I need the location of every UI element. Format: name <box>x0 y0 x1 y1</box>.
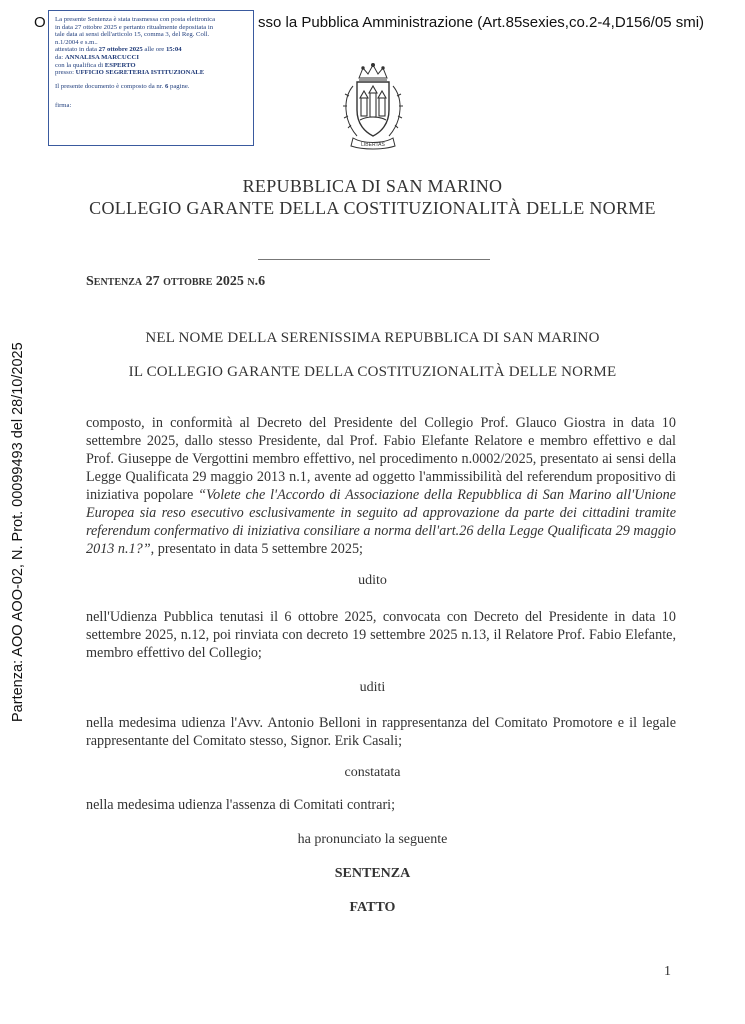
coat-of-arms-icon <box>337 62 409 152</box>
protocol-side-text: Partenza: AOO AOO-02, N. Prot. 00099493 del 28/10/2025 <box>10 342 26 722</box>
stamp-pages-prefix: Il presente documento è composto da nr. <box>55 82 164 90</box>
stamp-line: n.1/2004 e s.m.. <box>55 38 98 46</box>
top-header-lead: O <box>34 14 46 31</box>
stamp-pages-suffix: pagine. <box>169 82 190 90</box>
stamp-line: in data 27 ottobre 2025 e pertanto ritualmente depositata in <box>55 23 214 31</box>
stamp-line: tale data ai sensi dell'articolo 15, comma 3, del Reg. Coll. <box>55 31 210 39</box>
stamp-da-name: ANNALISA MARCUCCI <box>64 53 139 61</box>
invocation-line: NEL NOME DELLA SERENISSIMA REPUBBLICA DI SAN MARINO <box>145 330 600 346</box>
collegio-line: IL COLLEGIO GARANTE DELLA COSTITUZIONALITÀ DELLE NORME <box>128 364 617 380</box>
stamp-presso-value: UFFICIO SEGRETERIA ISTITUZIONALE <box>75 69 205 77</box>
sentenza-date: Sentenza 27 ottobre 2025 n.6 <box>86 274 266 289</box>
stamp-presso-label: presso: <box>55 69 74 77</box>
stamp-attest-time: 15:04 <box>165 46 182 54</box>
heading-fatto: FATTO <box>349 900 396 915</box>
referendum-question: “Volete che l'Accordo di Associazione della Repubblica di San Marino all'Unione Europea sia reso esecutivo esclusivamente in seguito ad approvazione da parte dei cittadini tramite referendum confermativo di iniziativa consiliare a norma dell'art.26 della Legge Qualificata 29 maggio 2013 n.1?” <box>86 487 676 557</box>
heading-collegio: COLLEGIO GARANTE DELLA COSTITUZIONALITÀ DELLE NORME <box>89 198 656 218</box>
stamp-da-label: da: <box>55 53 64 61</box>
paragraph-udienza: nell'Udienza Pubblica tenutasi il 6 ottobre 2025, convocata con Decreto del Presidente in data 10 settembre 2025, n.12, poi rinviata con decreto 19 settembre 2025 n.13, il Relatore Prof. Fabio Elefante, membro effettivo del Collegio; <box>86 609 676 661</box>
stamp-pages <box>55 83 248 91</box>
stamp-firma: firma: <box>55 102 72 110</box>
paragraph-belloni: nella medesima udienza l'Avv. Antonio Belloni in rappresentanza del Comitato Promotore e il legale rappresentante del Comitato stesso, Signor. Erik Casali; <box>86 715 676 749</box>
seal-motto: LIBERTAS <box>361 142 385 148</box>
heading-republic: REPUBBLICA DI SAN MARINO <box>242 176 503 196</box>
top-header-text: sso la Pubblica Amministrazione (Art.85sexies,co.2-4,D156/05 smi) <box>258 14 705 31</box>
paragraph-assenza: nella medesima udienza l'assenza di Comitati contrari; <box>86 797 396 813</box>
stamp-pages-count: 6 <box>164 82 169 90</box>
stamp-qualifica-label: con la qualifica di <box>55 61 104 69</box>
label-constatata: constatata <box>344 765 401 780</box>
para1-text: composto, in conformità al Decreto del Presidente del Collegio Prof. Glauco Giostra in data 10 settembre 2025, dallo stesso Presidente, dal Prof. Fabio Elefante Relatore e membro effettivo e dal Prof. Giuseppe de Vergottini membro effettivo, nel procedimento n.0002/2025, presentato ai sensi della Legge Qualificata 29 maggio 2013 n.1, avente ad oggetto l'ammissibilità del referendum propositivo di iniziativa popolare <box>86 415 676 503</box>
heading-sentenza: SENTENZA <box>334 866 411 881</box>
para1-end: , presentato in data 5 settembre 2025; <box>150 541 363 557</box>
stamp-attest-date: 27 ottobre 2025 <box>98 46 143 54</box>
deposit-stamp <box>48 10 254 146</box>
stamp-attest-prefix: attestato in data <box>55 46 97 54</box>
stamp-qualifica-value: ESPERTO <box>104 61 136 69</box>
page-number: 1 <box>664 964 671 979</box>
label-ha-pronunciato: ha pronunciato la seguente <box>297 832 448 847</box>
stamp-line: La presente Sentenza è stata trasmessa con posta elettronica <box>55 16 216 23</box>
stamp-da <box>55 54 248 62</box>
label-uditi: uditi <box>359 680 386 695</box>
stamp-attest-mid: alle ore <box>144 46 165 54</box>
heading-divider <box>258 259 490 260</box>
stamp-presso <box>55 69 248 77</box>
stamp-qualifica <box>55 62 248 70</box>
stamp-attest <box>55 46 248 54</box>
label-udito: udito <box>358 573 387 588</box>
paragraph-composto <box>86 414 676 558</box>
